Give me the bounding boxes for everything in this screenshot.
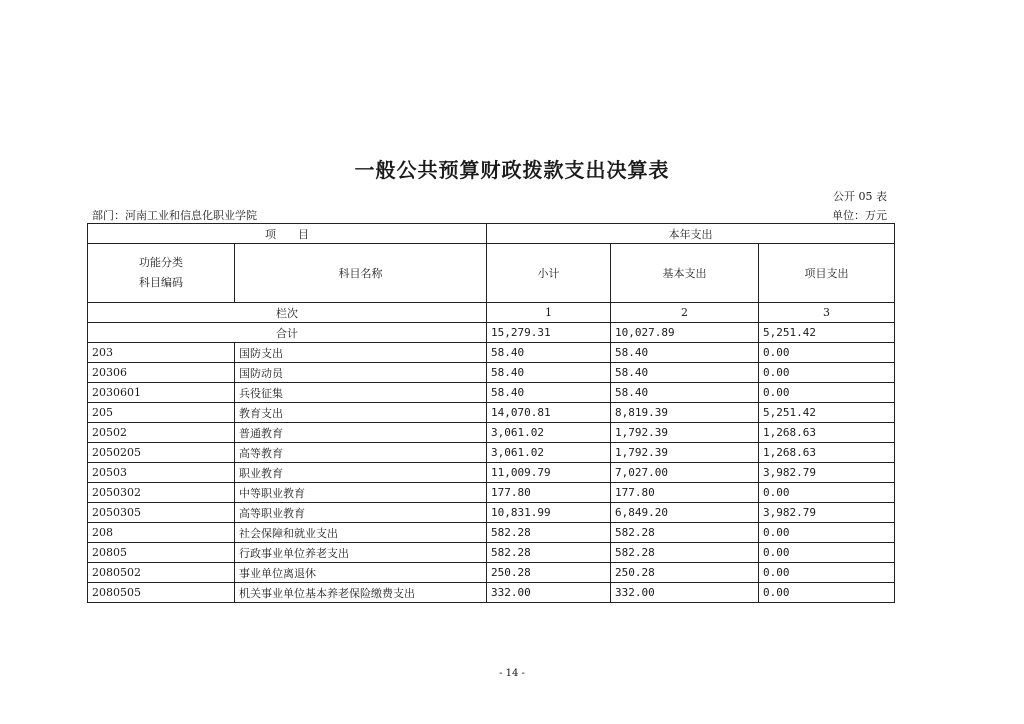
row-basic: 332.00 <box>611 583 759 603</box>
header-subtotal: 小计 <box>487 244 611 303</box>
row-project: 3,982.79 <box>759 503 895 523</box>
row-code: 20502 <box>88 423 235 443</box>
row-subtotal: 250.28 <box>487 563 611 583</box>
row-subtotal: 177.80 <box>487 483 611 503</box>
unit-label: 单位：万元 <box>832 209 887 222</box>
header-row-main <box>88 244 895 303</box>
row-basic: 177.80 <box>611 483 759 503</box>
row-subtotal: 582.28 <box>487 543 611 563</box>
table-row <box>88 583 895 603</box>
table-row <box>88 503 895 523</box>
column-index-2: 2 <box>611 303 759 323</box>
row-name: 教育支出 <box>235 403 487 423</box>
row-subtotal: 3,061.02 <box>487 443 611 463</box>
table-row <box>88 463 895 483</box>
row-code: 208 <box>88 523 235 543</box>
table-row <box>88 363 895 383</box>
header-project: 项目支出 <box>759 244 895 303</box>
column-index-1: 1 <box>487 303 611 323</box>
row-code: 2030601 <box>88 383 235 403</box>
row-basic: 58.40 <box>611 383 759 403</box>
row-name: 高等职业教育 <box>235 503 487 523</box>
header-current-year: 本年支出 <box>487 224 895 244</box>
row-name: 高等教育 <box>235 443 487 463</box>
table-row <box>88 443 895 463</box>
header-func-class: 功能分类 <box>139 256 183 269</box>
row-basic: 58.40 <box>611 363 759 383</box>
row-code: 2080502 <box>88 563 235 583</box>
row-basic: 8,819.39 <box>611 403 759 423</box>
department-label: 部门：河南工业和信息化职业学院 <box>92 209 257 222</box>
row-code: 20805 <box>88 543 235 563</box>
row-project: 3,982.79 <box>759 463 895 483</box>
column-index-row <box>88 303 895 323</box>
row-name: 行政事业单位养老支出 <box>235 543 487 563</box>
row-code: 20306 <box>88 363 235 383</box>
table-row <box>88 523 895 543</box>
row-basic: 58.40 <box>611 343 759 363</box>
header-subject-code: 科目编码 <box>139 276 183 289</box>
row-project: 1,268.63 <box>759 443 895 463</box>
expenditure-table <box>87 223 895 603</box>
row-name: 机关事业单位基本养老保险缴费支出 <box>235 583 487 603</box>
total-project: 5,251.42 <box>759 323 895 343</box>
header-subject-name: 科目名称 <box>235 244 487 303</box>
row-name: 国防动员 <box>235 363 487 383</box>
row-name: 中等职业教育 <box>235 483 487 503</box>
row-subtotal: 58.40 <box>487 343 611 363</box>
row-basic: 582.28 <box>611 543 759 563</box>
row-name: 社会保障和就业支出 <box>235 523 487 543</box>
column-index-label: 栏次 <box>88 303 487 323</box>
table-row <box>88 403 895 423</box>
row-code: 2050205 <box>88 443 235 463</box>
column-index-3: 3 <box>759 303 895 323</box>
row-project: 0.00 <box>759 363 895 383</box>
row-project: 0.00 <box>759 523 895 543</box>
row-subtotal: 14,070.81 <box>487 403 611 423</box>
table-row <box>88 563 895 583</box>
header-code-cell <box>88 244 235 303</box>
table-row <box>88 383 895 403</box>
table-row <box>88 423 895 443</box>
row-name: 职业教育 <box>235 463 487 483</box>
row-name: 事业单位离退休 <box>235 563 487 583</box>
row-subtotal: 10,831.99 <box>487 503 611 523</box>
row-project: 0.00 <box>759 383 895 403</box>
row-name: 兵役征集 <box>235 383 487 403</box>
total-row <box>88 323 895 343</box>
row-basic: 1,792.39 <box>611 423 759 443</box>
row-project: 0.00 <box>759 583 895 603</box>
row-project: 1,268.63 <box>759 423 895 443</box>
row-project: 0.00 <box>759 343 895 363</box>
table-row <box>88 343 895 363</box>
row-basic: 6,849.20 <box>611 503 759 523</box>
row-code: 203 <box>88 343 235 363</box>
form-code: 公开 05 表 <box>833 190 887 203</box>
page-number: - 14 - <box>499 668 525 679</box>
row-subtotal: 58.40 <box>487 383 611 403</box>
row-code: 2080505 <box>88 583 235 603</box>
report-title: 一般公共预算财政拨款支出决算表 <box>354 158 670 182</box>
row-subtotal: 582.28 <box>487 523 611 543</box>
row-subtotal: 11,009.79 <box>487 463 611 483</box>
row-name: 普通教育 <box>235 423 487 443</box>
row-code: 205 <box>88 403 235 423</box>
row-project: 0.00 <box>759 563 895 583</box>
header-row-top <box>88 224 895 244</box>
table-row <box>88 543 895 563</box>
total-basic: 10,027.89 <box>611 323 759 343</box>
total-subtotal: 15,279.31 <box>487 323 611 343</box>
header-basic: 基本支出 <box>611 244 759 303</box>
row-project: 5,251.42 <box>759 403 895 423</box>
total-label: 合计 <box>88 323 487 343</box>
row-basic: 7,027.00 <box>611 463 759 483</box>
row-subtotal: 3,061.02 <box>487 423 611 443</box>
row-subtotal: 58.40 <box>487 363 611 383</box>
row-basic: 250.28 <box>611 563 759 583</box>
table-row <box>88 483 895 503</box>
row-subtotal: 332.00 <box>487 583 611 603</box>
row-code: 2050305 <box>88 503 235 523</box>
row-basic: 1,792.39 <box>611 443 759 463</box>
row-project: 0.00 <box>759 543 895 563</box>
row-project: 0.00 <box>759 483 895 503</box>
row-basic: 582.28 <box>611 523 759 543</box>
row-code: 20503 <box>88 463 235 483</box>
header-item: 项 目 <box>88 224 487 244</box>
row-code: 2050302 <box>88 483 235 503</box>
row-name: 国防支出 <box>235 343 487 363</box>
